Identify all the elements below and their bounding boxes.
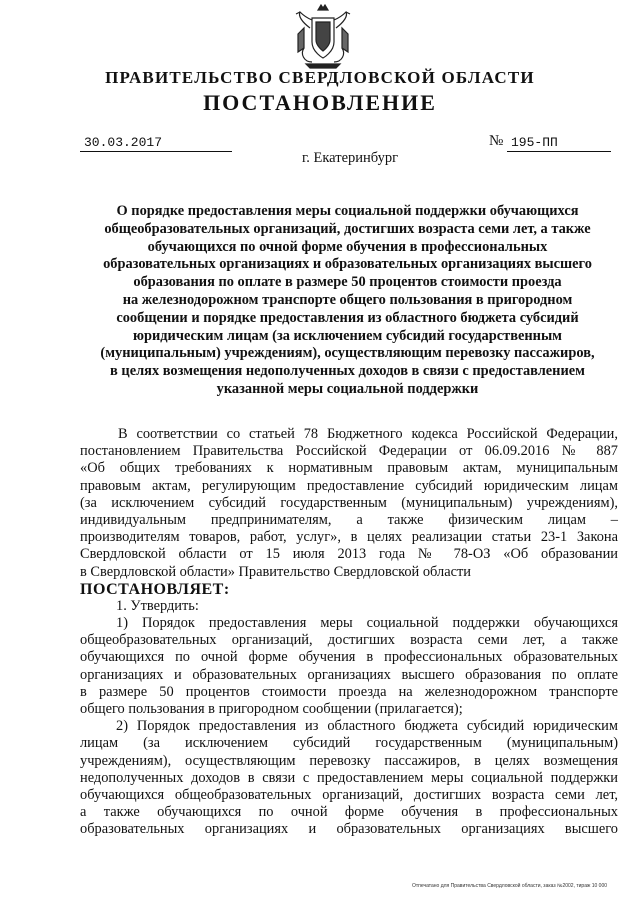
title-line: образования по оплате в размере 50 процентов стоимости проезда xyxy=(133,274,562,291)
title-line: образовательных организациях и образовательных организациях высшего xyxy=(103,256,592,273)
title-line: (муниципальным) учреждениям), осуществляющим перевозку пассажиров, xyxy=(100,345,595,362)
document-title xyxy=(80,203,615,399)
preamble-line: Свердловской области от 15 июля 2013 года № 78-ОЗ «Об образовании xyxy=(80,546,618,563)
preamble-line: В соответствии со статьей 78 Бюджетного кодекса Российской Федерации, xyxy=(118,426,618,442)
resolve-heading: ПОСТАНОВЛЯЕТ: xyxy=(80,580,230,598)
item-1: 1. Утвердить: xyxy=(116,597,199,614)
item-1-2-line: образовательных организациях и образовательных организациях высшего xyxy=(80,821,618,838)
item-1-2-line: недополученных доходов в связи с предоставлением меры социальной поддержки xyxy=(80,769,618,786)
number-sign: № xyxy=(489,133,504,149)
preamble-line: «Об общих требованиях к нормативным правовым актам, муниципальным xyxy=(80,460,618,477)
title-line: общеобразовательных организаций, достигших возраста семи лет, а также xyxy=(104,220,591,237)
preamble-line: производителям товаров, работ, услуг», в целях реализации статьи 23-1 Закона xyxy=(80,529,618,546)
preamble-line: правовым актам, регулирующим предоставление субсидий юридическим лицам xyxy=(80,477,618,494)
item-1-1-line: общего пользования в пригородном сообщении (прилагается); xyxy=(80,701,463,717)
print-footer: Отпечатано для Правительства Свердловской области, заказ №2002, тираж 10 000 xyxy=(412,883,608,889)
item-1-1-line: обучающихся по очной форме обучения в профессиональных образовательных xyxy=(80,649,618,666)
issuing-authority: ПРАВИТЕЛЬСТВО СВЕРДЛОВСКОЙ ОБЛАСТИ xyxy=(105,68,535,87)
title-line: на железнодорожном транспорте общего пользования в пригородном xyxy=(122,291,573,308)
document-type: ПОСТАНОВЛЕНИЕ xyxy=(203,90,437,115)
title-line: сообщении и порядке предоставления из областного бюджета субсидий xyxy=(116,309,579,326)
item-1-2-line: учреждениям), осуществляющим перевозку пассажиров, в целях возмещения xyxy=(80,752,618,769)
item-1-2-line: 2) Порядок предоставления из областного бюджета субсидий юридическим xyxy=(116,718,618,735)
title-line: в целях возмещения недополученных доходов в связи с предоставлением xyxy=(110,363,585,380)
item-1-2-line: лицам (за исключением субсидий государственным (муниципальным) xyxy=(80,735,618,752)
title-line: юридическим лицам (за исключением субсидий государственным xyxy=(132,327,562,344)
document-body xyxy=(80,426,618,839)
item-1-1-line: 1) Порядок предоставления меры социальной поддержки обучающихся xyxy=(116,615,618,632)
preamble-line: в Свердловской области» Правительство Свердловской области xyxy=(80,563,471,580)
preamble-line: (за исключением субсидий государственным (муниципальным) учреждениям), xyxy=(80,494,618,511)
city: г. Екатеринбург xyxy=(301,150,399,166)
document-number: 195-ПП xyxy=(507,135,611,152)
item-1-2-line: а также обучающихся по очной форме обучения в профессиональных xyxy=(80,804,618,821)
item-1-1-line: общеобразовательных организаций, достигших возраста семи лет, а также xyxy=(80,632,618,649)
title-line: указанной меры социальной поддержки xyxy=(216,380,479,397)
title-line: обучающихся по очной форме обучения в профессиональных xyxy=(147,238,548,255)
document-date: 30.03.2017 xyxy=(80,135,232,152)
coat-of-arms-icon xyxy=(292,4,354,70)
title-line: О порядке предоставления меры социальной поддержки обучающихся xyxy=(116,203,579,219)
item-1-2-line: обучающихся общеобразовательных организаций, достигших возраста семи лет, xyxy=(80,786,618,803)
item-1-1-line: организациях и образовательных организациях высшего образования по оплате xyxy=(80,666,618,683)
item-1-1-line: в размере 50 процентов стоимости проезда на железнодорожном транспорте xyxy=(80,683,618,700)
preamble-line: постановлением Правительства Российской Федерации от 06.09.2016 № 887 xyxy=(80,443,618,460)
preamble-line: индивидуальным предпринимателям, а также физическим лицам – xyxy=(80,511,618,528)
